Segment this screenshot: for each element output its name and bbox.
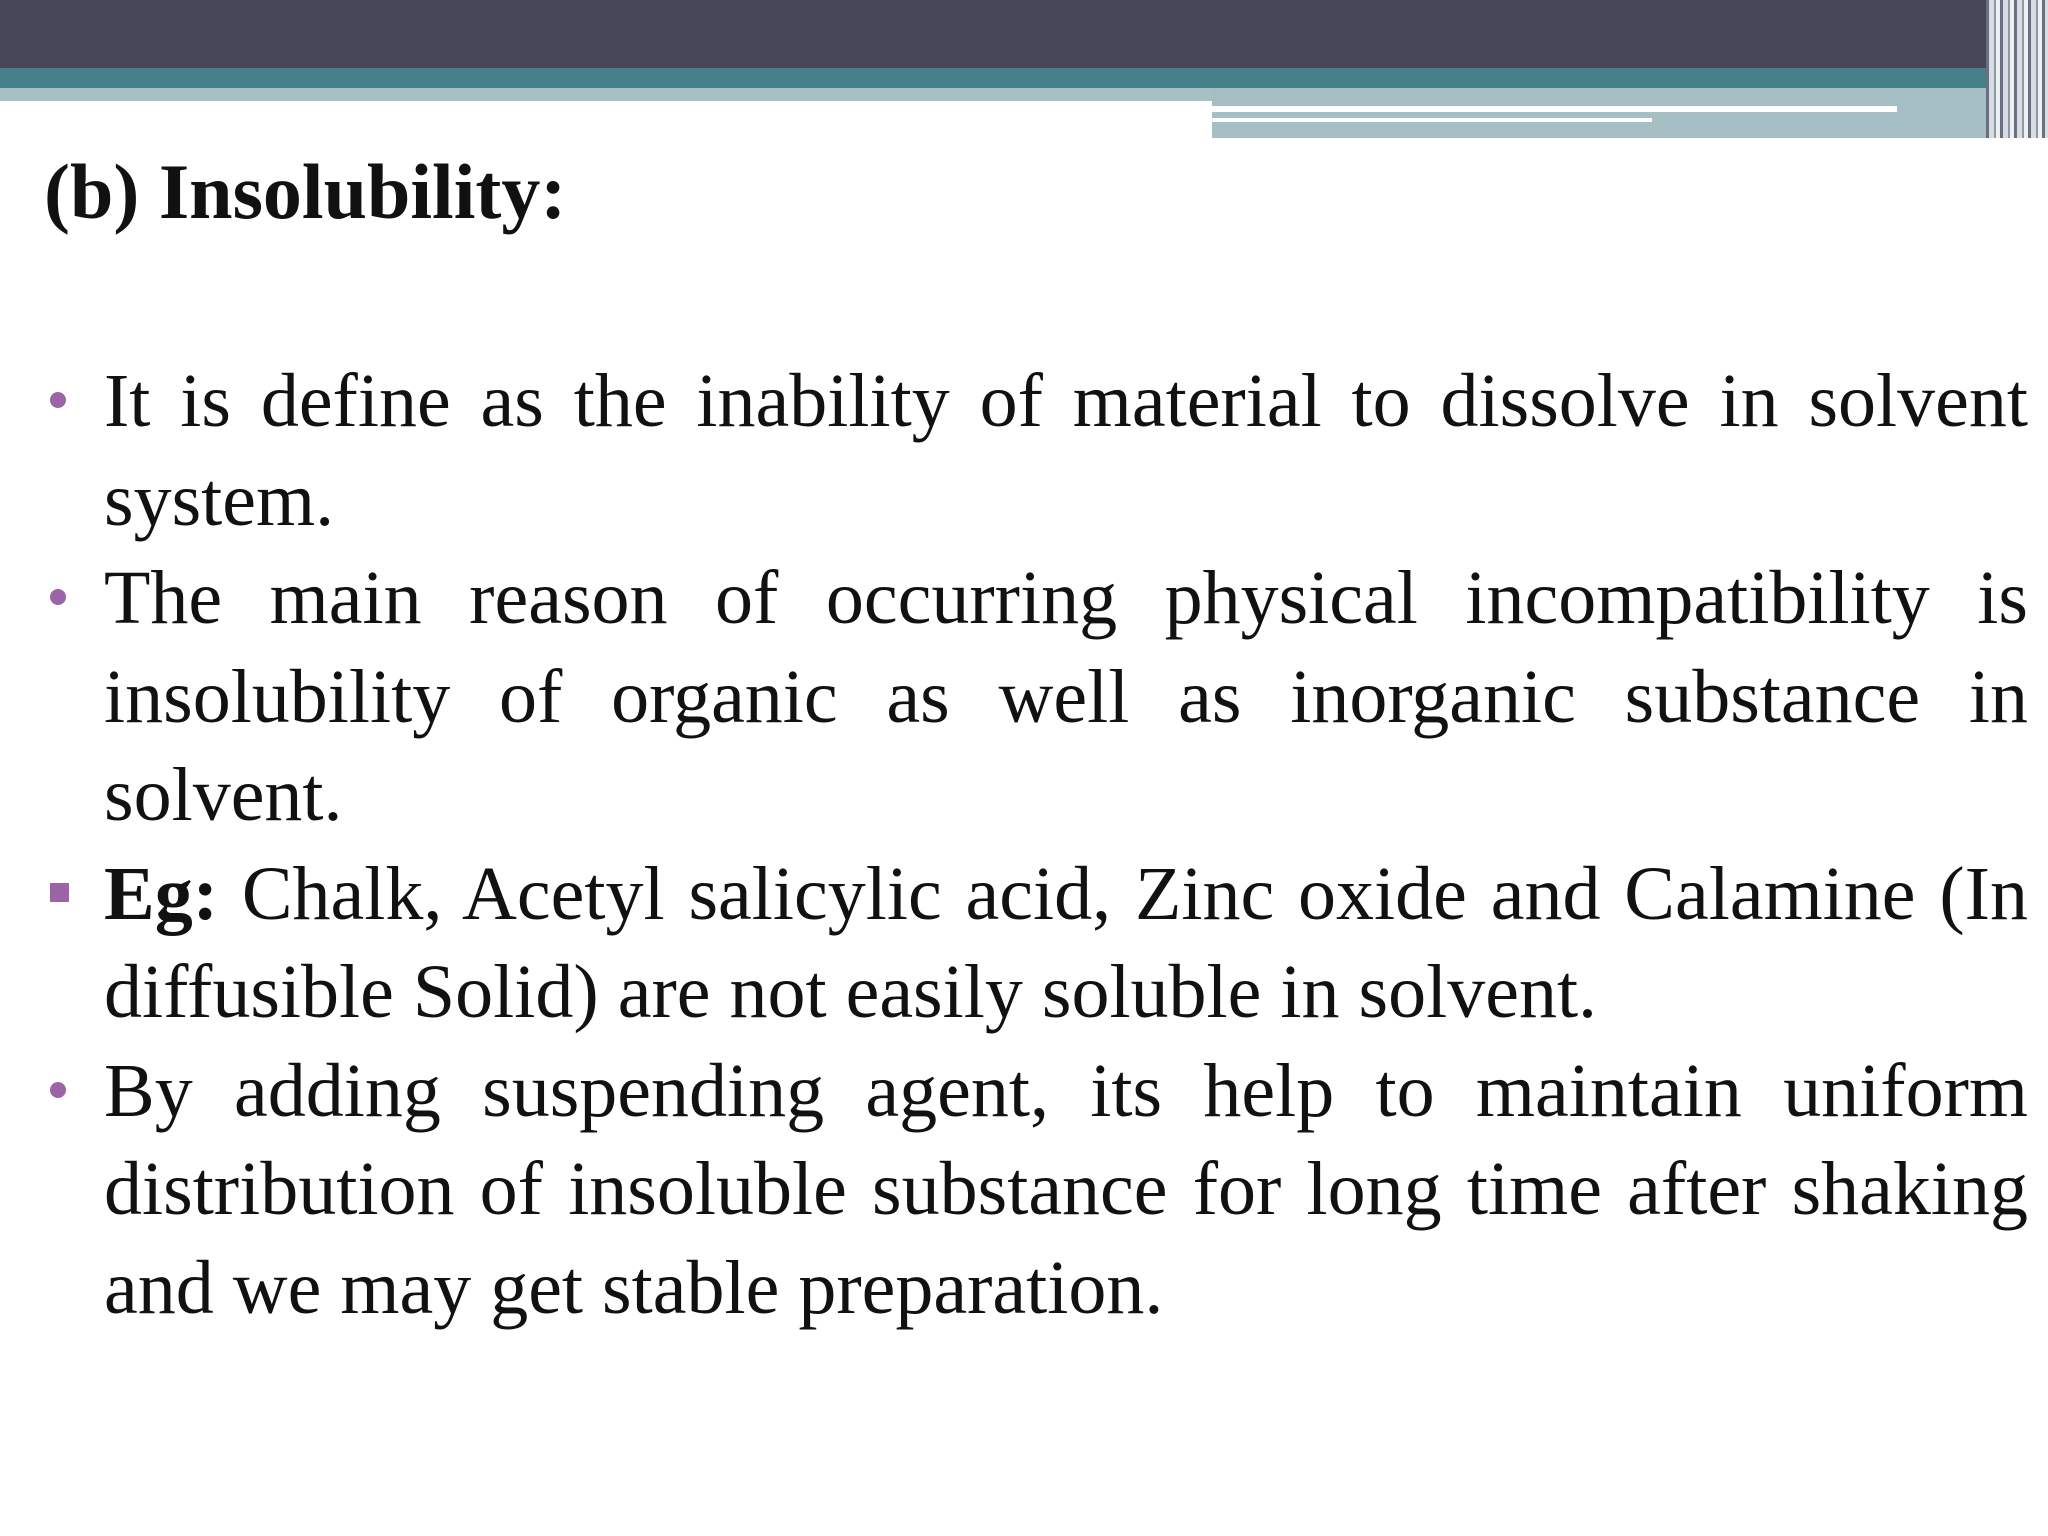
- bullet-text: Chalk, Acetyl salicylic acid, Zinc oxide and Calamine (In diffusible Solid) are not easily soluble in solvent.: [104, 851, 2028, 1034]
- header-dark-band: [0, 0, 2048, 68]
- example-label: Eg:: [104, 851, 242, 936]
- header-vertical-bars: [1986, 0, 2048, 138]
- round-bullet-icon: [50, 589, 66, 605]
- bullet-text: It is define as the inability of material to dissolve in solvent system.: [104, 359, 2028, 542]
- bullet-item-example: [104, 845, 2028, 1042]
- bullet-item-suspending-agent: [104, 1042, 2028, 1338]
- header-pale-stripe: [0, 88, 1212, 101]
- slide-title: (b) Insolubility:: [44, 148, 567, 235]
- round-bullet-icon: [50, 392, 66, 408]
- header-accent-line-short: [1212, 118, 1652, 122]
- header-teal-stripe: [0, 68, 2000, 88]
- header-accent-line: [1212, 106, 1897, 112]
- bullet-list: [0, 352, 2048, 1337]
- header-pale-block: [1212, 88, 2012, 138]
- bullet-item-main-reason: [104, 549, 2028, 845]
- bullet-text: By adding suspending agent, its help to maintain uniform distribution of insoluble substance for long time after shaking and we may get stable preparation.: [104, 1048, 2028, 1330]
- bullet-item-definition: [104, 352, 2028, 549]
- bullet-text: The main reason of occurring physical incompatibility is insolubility of organic as well as inorganic substance in solvent.: [104, 556, 2028, 837]
- square-bullet-icon: [50, 883, 69, 902]
- round-bullet-icon: [50, 1082, 66, 1098]
